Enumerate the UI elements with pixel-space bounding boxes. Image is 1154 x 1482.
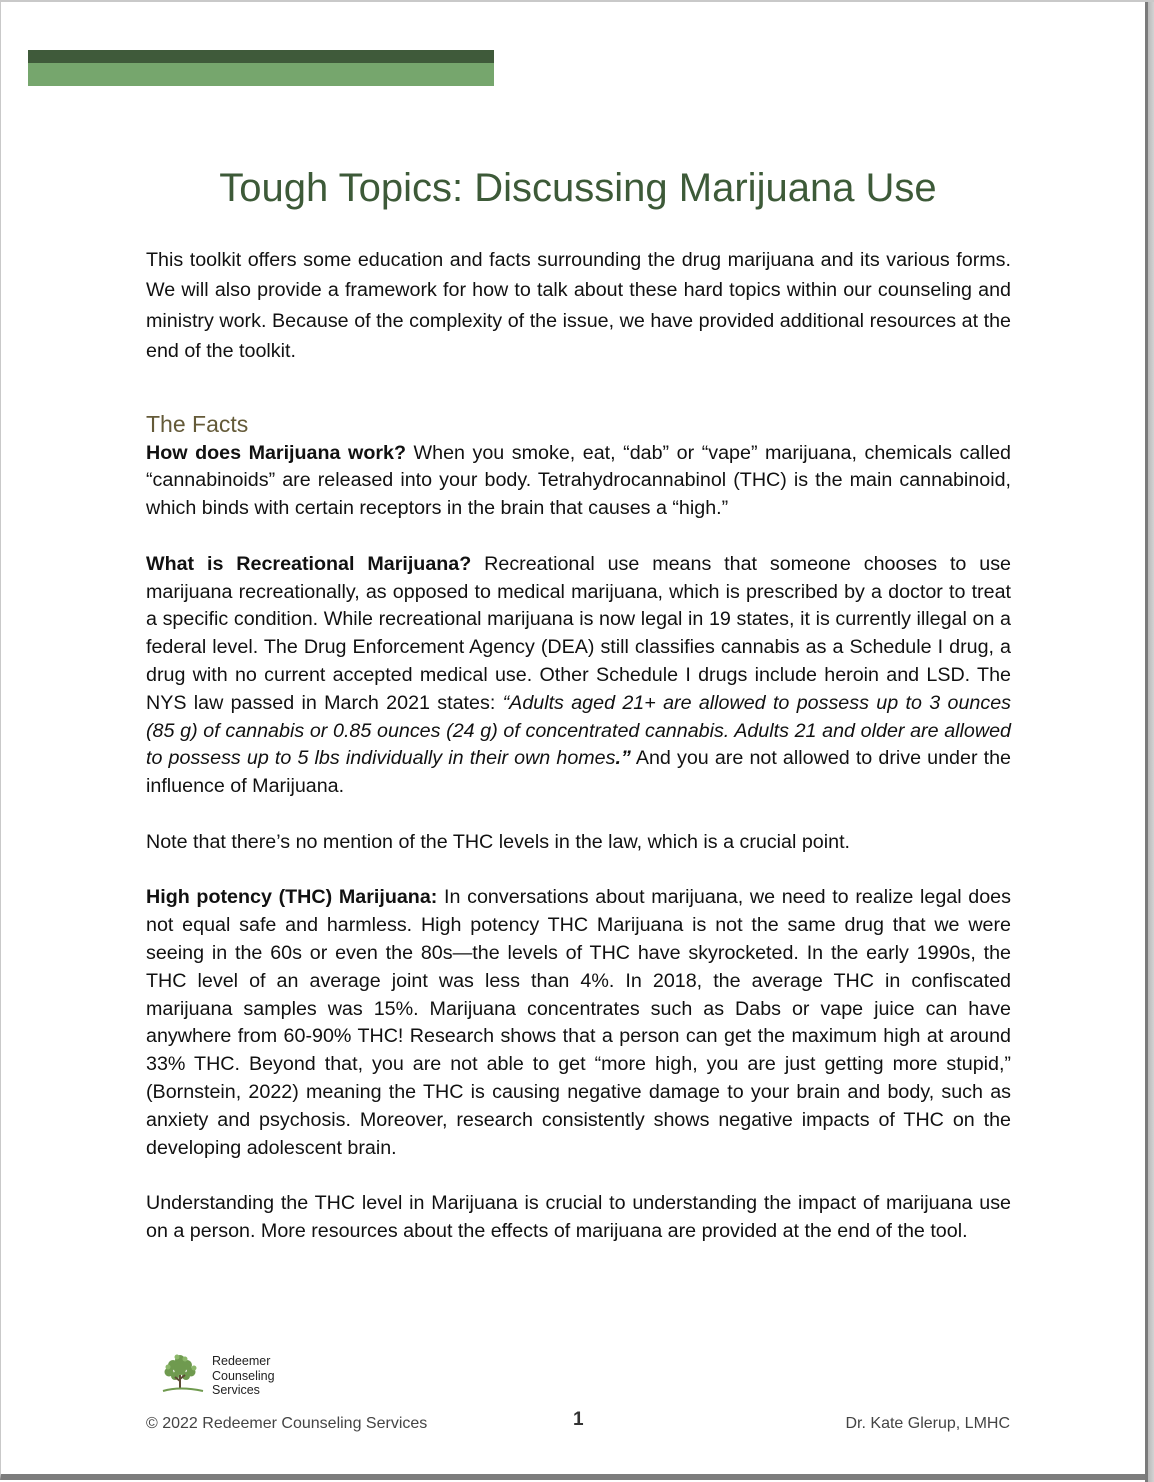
header-band-light	[28, 63, 494, 86]
footer-copyright: © 2022 Redeemer Counseling Services	[146, 1415, 428, 1432]
paragraph-text: In conversations about marijuana, we need to realize legal does not equal safe and harmless. High potency THC Marijuana is not the same drug that we were seeing in the 60s or even the 80s—the levels of THC have skyrocketed. In the early 1990s, the THC level of an average joint was less than 4%. In 2018, the average THC in confiscated marijuana samples was 15%. Marijuana concentrates such as Dabs or vape juice can have anywhere from 60-90% THC! Research shows that a person can get the maximum high at around 33% THC. Beyond that, you are not able to get “more high, you are just getting more stupid,” (Bornstein, 2022) meaning the THC is causing negative damage to your brain and body, such as anxiety and psychosis. Moreover, research consistently shows negative impacts of THC on the developing adolescent brain.	[146, 886, 1011, 1159]
paragraph-text: Recreational use means that someone chooses to use marijuana recreationally, as opposed to medical marijuana, which is prescribed by a doctor to treat a specific condition. While recreational marijuana is now legal in 19 states, it is currently illegal on a federal level. The Drug Enforcement Agency (DEA) still classifies cannabis as a Schedule I drug, a drug with no current accepted medical use. Other Schedule I drugs include heroin and LSD. The NYS law passed in March 2021 states:	[146, 552, 1011, 714]
header-band-dark	[28, 50, 494, 63]
document-title: Tough Topics: Discussing Marijuana Use	[219, 166, 937, 210]
facts-section	[146, 440, 1011, 1246]
paragraph-potency	[146, 884, 1011, 1162]
paragraph-text: When you smoke, eat, “dab” or “vape” marijuana, chemicals called “cannabinoids” are released into your body. Tetrahydrocannabinol (THC) is the main cannabinoid, which binds with certain receptors in the brain that causes a “high.”	[146, 441, 1011, 520]
paragraph-how-works	[146, 440, 1011, 523]
paragraph-lead: How does Marijuana work?	[146, 441, 406, 464]
section-heading: The Facts	[146, 410, 249, 437]
logo-line: Services	[212, 1383, 260, 1397]
paragraph-closing: Understanding the THC level in Marijuana is crucial to understanding the impact of marijuana use on a person. More resources about the effects of marijuana are provided at the end of the tool.	[146, 1192, 1011, 1242]
paragraph-lead: High potency (THC) Marijuana:	[146, 886, 438, 909]
logo-line: Redeemer	[212, 1354, 271, 1368]
logo-line: Counseling	[212, 1368, 275, 1383]
paragraph-tail: And you are not allowed to drive under the influence of Marijuana.	[146, 747, 1012, 798]
paragraph-lead: What is Recreational Marijuana?	[146, 552, 472, 575]
law-quote: “Adults aged 21+ are allowed to possess up to 3 ounces (85 g) of cannabis or 0.85 ounces (24 g) of concentrated cannabis. Adults 21 and older are allowed to possess up to 5 lbs individually in their own homes	[146, 691, 1011, 770]
page-edge-shadow	[1145, 2, 1154, 1482]
document-body	[146, 245, 1011, 1246]
page-number: 1	[573, 1409, 584, 1430]
law-quote-end: .”	[615, 747, 631, 770]
paragraph-note: Note that there’s no mention of the THC levels in the law, which is a crucial point.	[146, 830, 851, 853]
intro-paragraph: This toolkit offers some education and facts surrounding the drug marijuana and its various forms. We will also provide a framework for how to talk about these hard topics within our counseling and ministry work. Because of the complexity of the issue, we have provided additional resources at the end of the toolkit.	[146, 249, 1011, 363]
paragraph-recreational	[146, 551, 1011, 801]
logo-text	[212, 1354, 275, 1398]
footer-author: Dr. Kate Glerup, LMHC	[845, 1415, 1010, 1432]
